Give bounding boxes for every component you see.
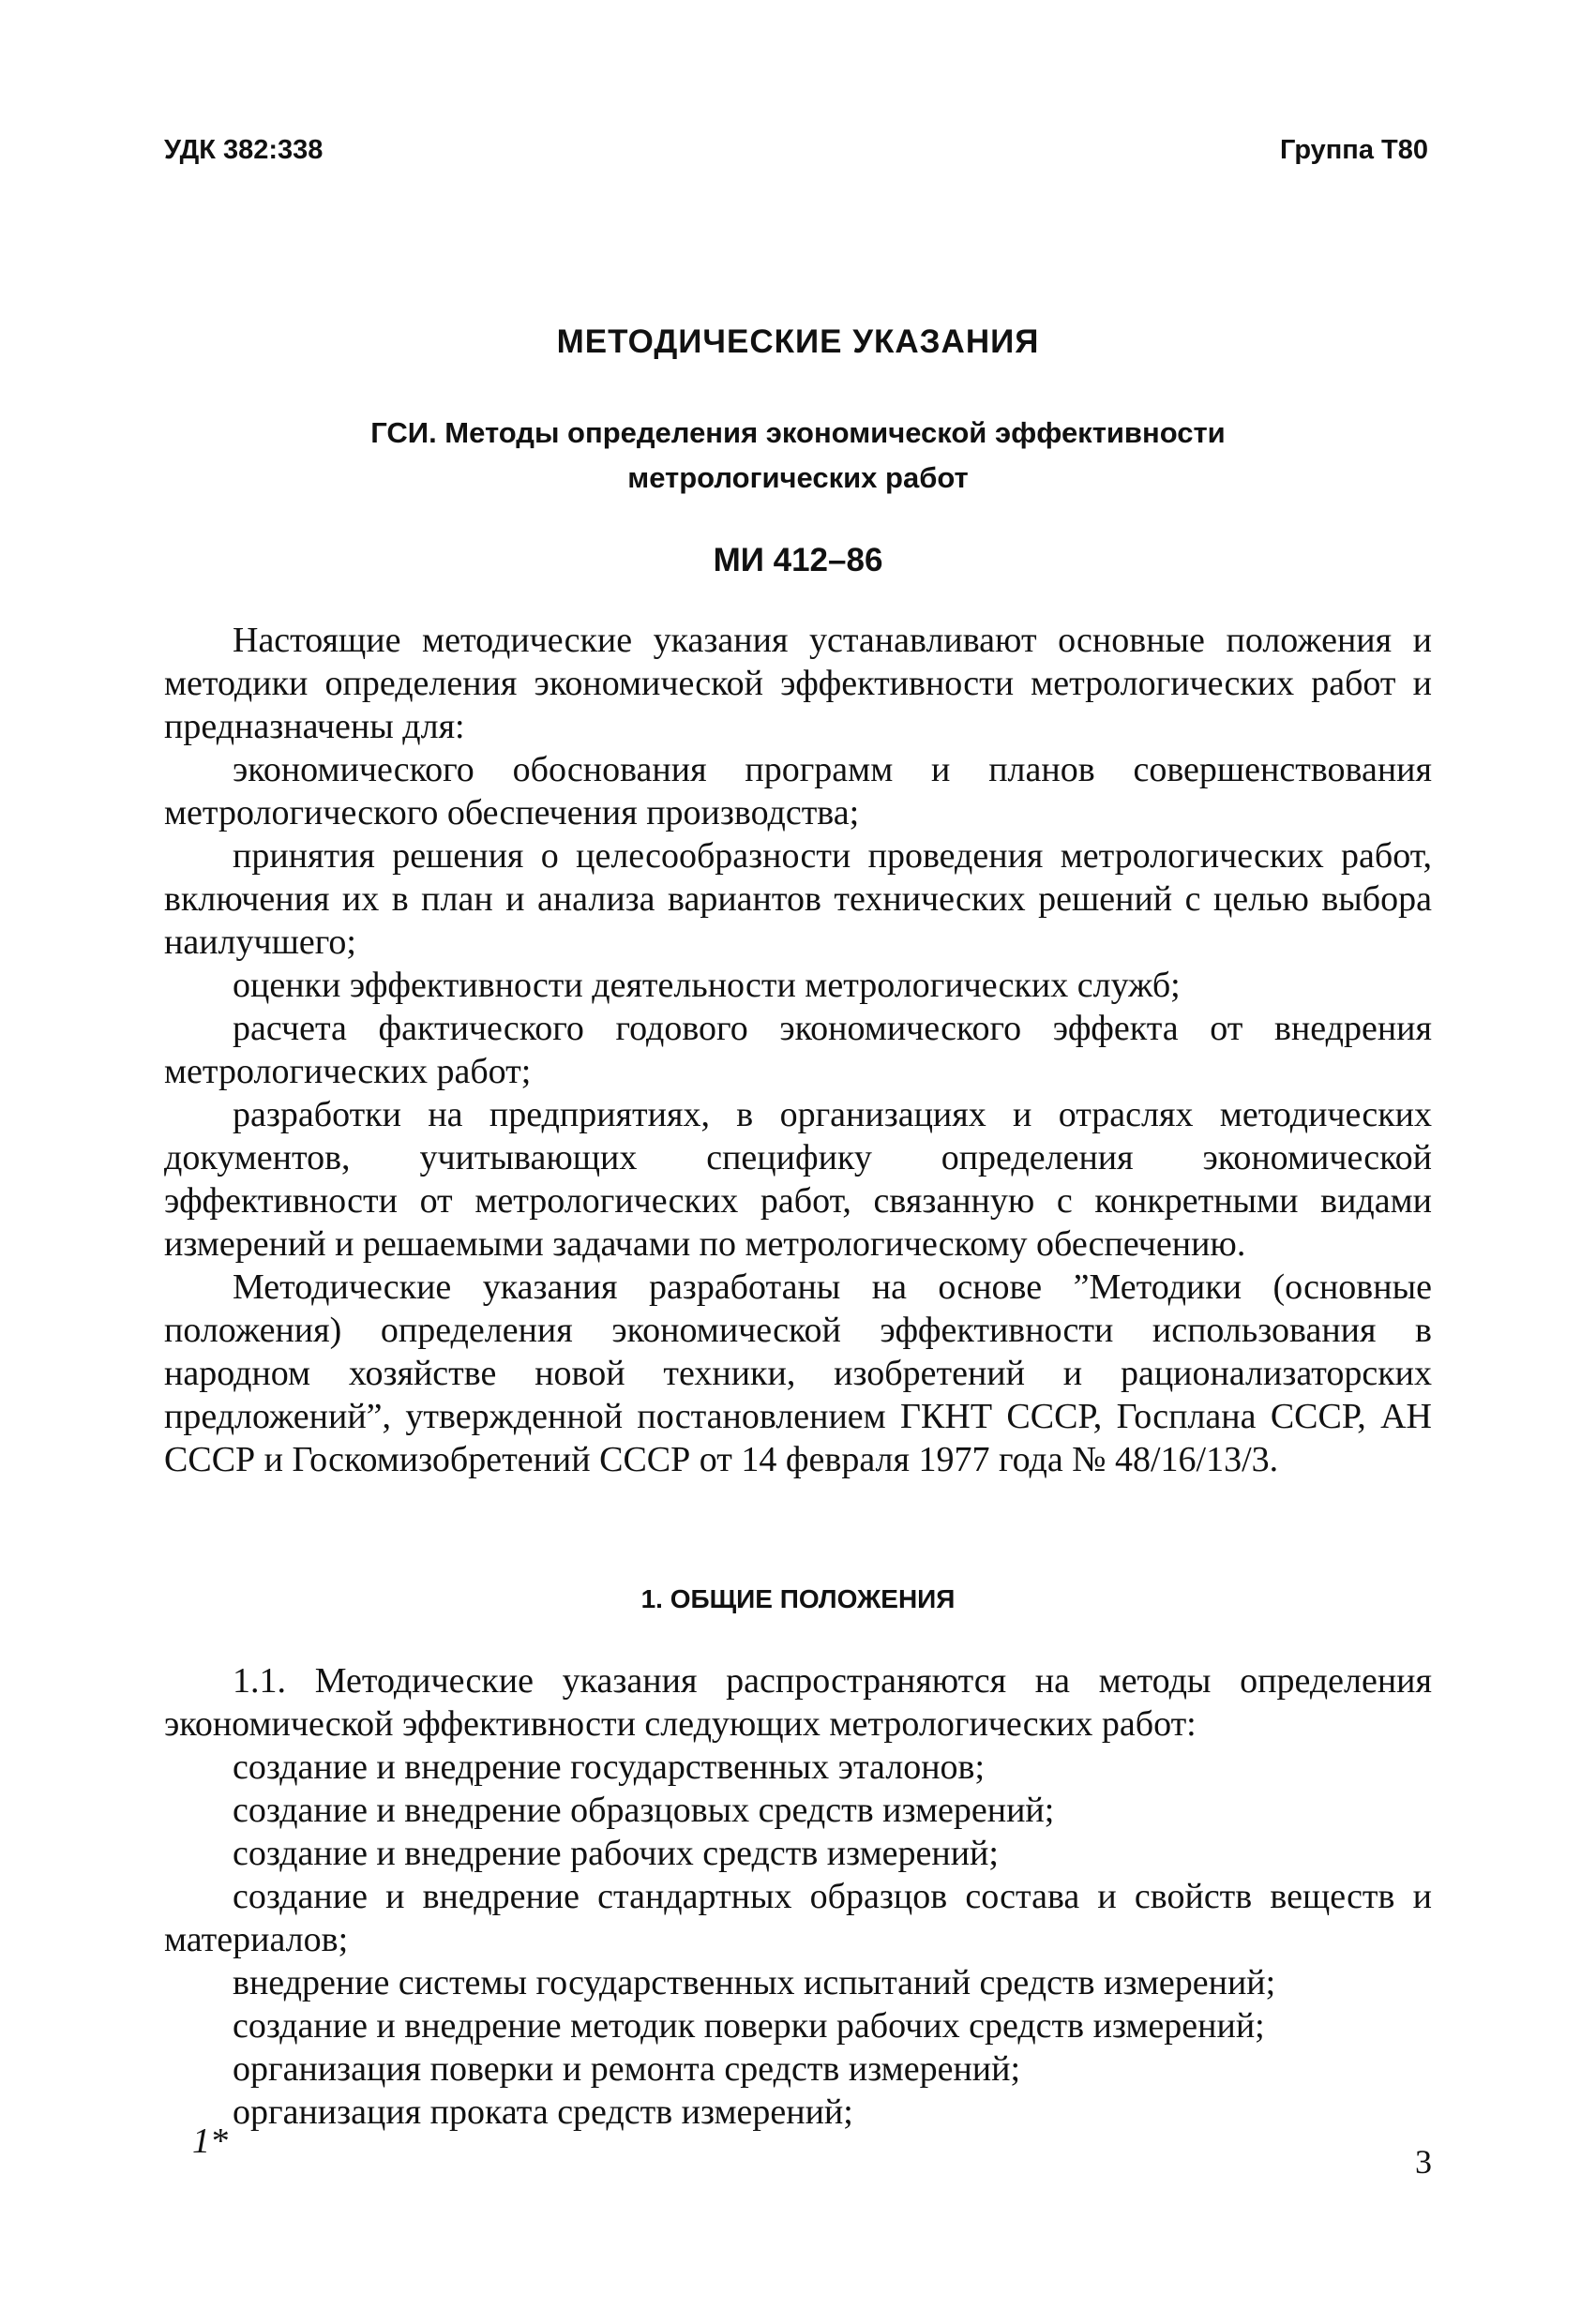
page-number: 3 [1415, 2143, 1432, 2181]
group-code: Группа Т80 [1280, 135, 1428, 165]
clause-1-1: 1.1. Методические указания распространяются на методы определения экономической эффективности следующих метрологических работ: [164, 1661, 1432, 1744]
work-type-item: организация поверки и ремонта средств измерений; [233, 2049, 1021, 2089]
purpose-item: оценки эффективности деятельности метрологических служб; [233, 966, 1181, 1005]
section-heading-general-provisions: 1. ОБЩИЕ ПОЛОЖЕНИЯ [640, 1584, 956, 1613]
purpose-item: принятия решения о целесообразности проведения метрологических работ, включения их в план и анализа вариантов технических решений с целью выбора наилучшего; [164, 836, 1432, 962]
work-type-item: создание и внедрение рабочих средств измерений; [233, 1834, 999, 1873]
work-type-item: внедрение системы государственных испытаний средств измерений; [233, 1963, 1276, 2002]
purpose-item: экономического обоснования программ и планов совершенствования метрологического обеспечения производства; [164, 750, 1432, 832]
document-kind: МЕТОДИЧЕСКИЕ УКАЗАНИЯ [556, 323, 1040, 360]
intro-section [164, 619, 1432, 1481]
work-type-item: организация проката средств измерений; [233, 2092, 853, 2132]
basis-paragraph: Методические указания разработаны на основе ”Методики (основные положения) определения экономической эффективности использования в народном хозяйстве новой техники, изобретений и рационализаторских предложений”, утвержденной постановлением ГКНТ СССР, Госплана СССР, АН СССР и Госкомизобретений СССР от 14 февраля 1977 года № 48/16/13/3. [164, 1267, 1432, 1479]
intro-lead-paragraph: Настоящие методические указания устанавливают основные положения и методики определения экономической эффективности метрологических работ и предназначены для: [164, 621, 1432, 746]
work-type-item: создание и внедрение государственных эталонов; [233, 1747, 986, 1787]
udk-code: УДК 382:338 [164, 135, 324, 165]
work-type-item: создание и внедрение методик поверки рабочих средств измерений; [233, 2006, 1265, 2046]
purpose-item: расчета фактического годового экономического эффекта от внедрения метрологических работ; [164, 1009, 1432, 1091]
document-code: МИ 412–86 [713, 542, 883, 578]
document-title [0, 411, 1596, 501]
document-title-line-1: ГСИ. Методы определения экономической эффективности [370, 416, 1226, 449]
purpose-item: разработки на предприятиях, в организациях и отраслях методических документов, учитывающих специфику определения экономической эффективности от метрологических работ, связанную с конкретными видами измерений и решаемыми задачами по метрологическому обеспечению. [164, 1095, 1432, 1264]
document-title-line-2: метрологических работ [627, 461, 969, 494]
section-1-body [164, 1659, 1432, 2134]
work-type-item: создание и внедрение стандартных образцов состава и свойств веществ и материалов; [164, 1877, 1432, 1959]
signature-mark: 1* [192, 2122, 228, 2161]
work-type-item: создание и внедрение образцовых средств измерений; [233, 1791, 1055, 1830]
